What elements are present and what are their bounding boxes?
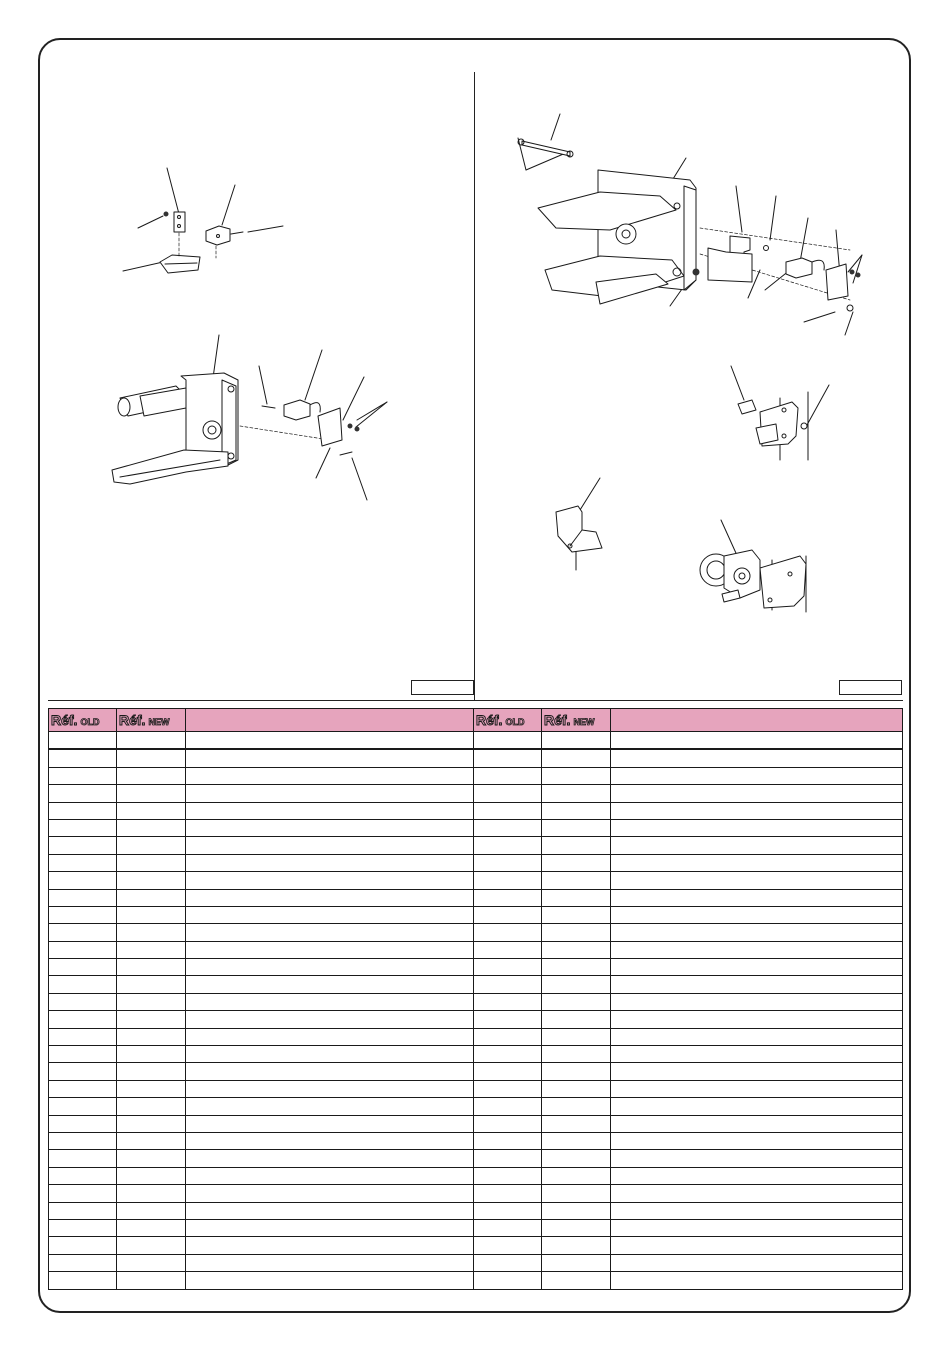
cell-ref-new-right <box>542 1185 611 1202</box>
table-row <box>49 959 903 976</box>
cell-ref-old-right <box>474 941 542 958</box>
cell-ref-old-right <box>474 906 542 923</box>
parts-table <box>48 708 903 1290</box>
cell-ref-new-left <box>117 1150 186 1167</box>
header-ref-new-left: Réf. NEW <box>117 709 186 732</box>
cell-description-left <box>186 1098 474 1115</box>
cell-ref-old-right <box>474 1272 542 1289</box>
cell-ref-old-right <box>474 1063 542 1080</box>
cell-ref-new-left <box>117 1132 186 1149</box>
cell-ref-old-right <box>474 1202 542 1219</box>
cell-description-right <box>611 1167 903 1184</box>
cell-description-right <box>611 854 903 871</box>
cell-description-left <box>186 1150 474 1167</box>
cell-ref-old-right <box>474 1132 542 1149</box>
cell-ref-old-left <box>49 732 117 750</box>
cell-ref-old-right <box>474 872 542 889</box>
cell-description-right <box>611 1237 903 1254</box>
cell-ref-new-right <box>542 749 611 767</box>
cell-ref-new-left <box>117 1219 186 1236</box>
table-row <box>49 993 903 1010</box>
cell-ref-old-left <box>49 1185 117 1202</box>
cell-description-left <box>186 941 474 958</box>
cell-description-left <box>186 1254 474 1271</box>
cell-description-right <box>611 1011 903 1028</box>
cell-description-left <box>186 1272 474 1289</box>
cell-description-left <box>186 906 474 923</box>
cell-description-right <box>611 1080 903 1097</box>
left-frame-assembly <box>112 335 387 500</box>
cell-ref-new-left <box>117 1115 186 1132</box>
l-bracket-detail <box>556 478 602 570</box>
cell-ref-new-right <box>542 1237 611 1254</box>
cell-ref-new-right <box>542 802 611 819</box>
cell-ref-old-right <box>474 1185 542 1202</box>
cell-ref-old-right <box>474 924 542 941</box>
table-row <box>49 854 903 871</box>
table-row <box>49 1098 903 1115</box>
cell-ref-old-right <box>474 1080 542 1097</box>
cell-ref-old-left <box>49 1063 117 1080</box>
cell-ref-new-left <box>117 767 186 784</box>
cell-description-left <box>186 819 474 836</box>
cell-ref-new-left <box>117 819 186 836</box>
cell-description-right <box>611 819 903 836</box>
cell-ref-old-left <box>49 1254 117 1271</box>
cell-ref-new-left <box>117 889 186 906</box>
cell-description-left <box>186 732 474 750</box>
cell-ref-new-right <box>542 1098 611 1115</box>
cell-ref-new-left <box>117 906 186 923</box>
cell-description-left <box>186 924 474 941</box>
cell-ref-old-left <box>49 976 117 993</box>
cell-ref-old-left <box>49 749 117 767</box>
cell-ref-old-left <box>49 1202 117 1219</box>
cell-ref-new-left <box>117 1011 186 1028</box>
cell-description-right <box>611 976 903 993</box>
cell-ref-old-right <box>474 1011 542 1028</box>
table-row <box>49 767 903 784</box>
cell-ref-old-right <box>474 1167 542 1184</box>
cell-description-right <box>611 1272 903 1289</box>
header-description-left <box>186 709 474 732</box>
cell-ref-old-left <box>49 1046 117 1063</box>
cell-description-right <box>611 1150 903 1167</box>
cell-ref-old-right <box>474 749 542 767</box>
cell-description-left <box>186 1080 474 1097</box>
table-row <box>49 1237 903 1254</box>
cell-ref-new-left <box>117 924 186 941</box>
cell-description-right <box>611 1202 903 1219</box>
cell-ref-new-right <box>542 767 611 784</box>
cell-description-left <box>186 1011 474 1028</box>
table-row <box>49 1254 903 1271</box>
cell-ref-old-left <box>49 767 117 784</box>
cell-ref-new-right <box>542 1080 611 1097</box>
cell-ref-new-right <box>542 976 611 993</box>
cell-ref-new-left <box>117 1237 186 1254</box>
cell-description-left <box>186 1202 474 1219</box>
table-row <box>49 819 903 836</box>
header-ref-old-left: Réf. OLD <box>49 709 117 732</box>
cell-description-right <box>611 749 903 767</box>
cell-description-right <box>611 872 903 889</box>
cell-description-right <box>611 1115 903 1132</box>
table-row <box>49 1028 903 1045</box>
cell-ref-new-right <box>542 1011 611 1028</box>
cell-ref-new-right <box>542 1028 611 1045</box>
cell-ref-old-left <box>49 1272 117 1289</box>
cell-ref-new-left <box>117 1272 186 1289</box>
cell-ref-old-left <box>49 1028 117 1045</box>
hinge-plate-detail <box>731 366 829 460</box>
cell-description-right <box>611 889 903 906</box>
cell-ref-old-left <box>49 785 117 802</box>
cell-ref-new-left <box>117 732 186 750</box>
cell-ref-old-right <box>474 1150 542 1167</box>
cell-ref-old-right <box>474 1219 542 1236</box>
cell-description-left <box>186 1115 474 1132</box>
cell-ref-new-right <box>542 1202 611 1219</box>
cell-ref-new-right <box>542 941 611 958</box>
cell-description-left <box>186 1237 474 1254</box>
cell-ref-old-right <box>474 959 542 976</box>
table-row <box>49 785 903 802</box>
cell-ref-new-left <box>117 872 186 889</box>
cell-ref-new-left <box>117 1063 186 1080</box>
cell-description-right <box>611 1063 903 1080</box>
cell-description-left <box>186 1219 474 1236</box>
cell-ref-old-right <box>474 889 542 906</box>
table-row <box>49 924 903 941</box>
cell-ref-new-left <box>117 993 186 1010</box>
cell-ref-old-right <box>474 785 542 802</box>
table-row <box>49 749 903 767</box>
cell-description-left <box>186 993 474 1010</box>
cell-description-left <box>186 1185 474 1202</box>
cell-ref-new-right <box>542 819 611 836</box>
table-row <box>49 872 903 889</box>
cell-ref-old-left <box>49 1150 117 1167</box>
cell-ref-new-left <box>117 1098 186 1115</box>
cell-ref-old-left <box>49 819 117 836</box>
cell-ref-new-right <box>542 959 611 976</box>
table-row <box>49 1167 903 1184</box>
cell-description-left <box>186 1063 474 1080</box>
cell-description-right <box>611 941 903 958</box>
table-row <box>49 1115 903 1132</box>
cell-ref-new-left <box>117 959 186 976</box>
cell-description-right <box>611 732 903 750</box>
cell-ref-old-left <box>49 1011 117 1028</box>
cell-ref-new-left <box>117 941 186 958</box>
cell-description-left <box>186 802 474 819</box>
cell-ref-old-right <box>474 854 542 871</box>
cell-ref-new-left <box>117 785 186 802</box>
right-frame-assembly <box>518 114 862 335</box>
cell-ref-new-left <box>117 802 186 819</box>
table-row <box>49 1272 903 1289</box>
cell-description-left <box>186 959 474 976</box>
table-row <box>49 941 903 958</box>
cell-ref-new-left <box>117 1185 186 1202</box>
cell-ref-new-right <box>542 872 611 889</box>
cell-description-left <box>186 785 474 802</box>
cell-ref-old-left <box>49 1115 117 1132</box>
cell-ref-new-left <box>117 976 186 993</box>
cell-description-right <box>611 1219 903 1236</box>
small-bracket-assembly <box>123 168 283 273</box>
table-row <box>49 1046 903 1063</box>
cell-ref-old-left <box>49 1080 117 1097</box>
cell-ref-old-left <box>49 924 117 941</box>
cell-ref-new-left <box>117 837 186 854</box>
cell-description-right <box>611 1132 903 1149</box>
cell-ref-old-right <box>474 1237 542 1254</box>
cell-ref-new-right <box>542 906 611 923</box>
cell-ref-new-right <box>542 732 611 750</box>
cell-ref-new-left <box>117 1167 186 1184</box>
cell-ref-old-right <box>474 1098 542 1115</box>
table-row <box>49 732 903 750</box>
cell-ref-old-left <box>49 802 117 819</box>
table-row <box>49 1185 903 1202</box>
cell-ref-old-right <box>474 1028 542 1045</box>
header-description-right <box>611 709 903 732</box>
table-row <box>49 802 903 819</box>
parts-table-body <box>49 732 903 1290</box>
table-row <box>49 1080 903 1097</box>
cell-description-right <box>611 837 903 854</box>
cell-description-left <box>186 976 474 993</box>
cell-ref-new-right <box>542 1254 611 1271</box>
cell-ref-old-left <box>49 872 117 889</box>
cell-ref-old-right <box>474 976 542 993</box>
header-ref-new-right: Réf. NEW <box>542 709 611 732</box>
parts-table-header <box>49 709 903 732</box>
table-row <box>49 906 903 923</box>
cell-ref-new-left <box>117 854 186 871</box>
cell-ref-old-right <box>474 802 542 819</box>
cell-ref-new-right <box>542 785 611 802</box>
cell-ref-old-left <box>49 1167 117 1184</box>
cell-ref-new-left <box>117 1028 186 1045</box>
cell-ref-new-left <box>117 1254 186 1271</box>
cell-ref-old-left <box>49 959 117 976</box>
cell-description-right <box>611 1185 903 1202</box>
cell-ref-new-right <box>542 993 611 1010</box>
sprocket-assembly <box>700 520 806 612</box>
cell-ref-old-right <box>474 993 542 1010</box>
cell-ref-old-left <box>49 889 117 906</box>
cell-description-left <box>186 889 474 906</box>
cell-ref-old-left <box>49 1219 117 1236</box>
cell-description-left <box>186 767 474 784</box>
cell-description-right <box>611 1046 903 1063</box>
cell-description-right <box>611 906 903 923</box>
cell-ref-new-right <box>542 889 611 906</box>
cell-description-right <box>611 802 903 819</box>
cell-ref-new-left <box>117 1046 186 1063</box>
cell-ref-old-right <box>474 1115 542 1132</box>
cell-ref-new-right <box>542 924 611 941</box>
cell-ref-old-right <box>474 732 542 750</box>
cell-description-left <box>186 872 474 889</box>
table-row <box>49 837 903 854</box>
cell-ref-new-right <box>542 1272 611 1289</box>
cell-description-right <box>611 959 903 976</box>
cell-description-right <box>611 993 903 1010</box>
table-row <box>49 1219 903 1236</box>
cell-ref-old-right <box>474 819 542 836</box>
cell-description-left <box>186 1167 474 1184</box>
cell-ref-old-left <box>49 1237 117 1254</box>
cell-description-right <box>611 785 903 802</box>
cell-ref-new-right <box>542 1063 611 1080</box>
cell-description-right <box>611 767 903 784</box>
cell-ref-new-right <box>542 1046 611 1063</box>
cell-ref-old-right <box>474 1254 542 1271</box>
cell-description-left <box>186 1132 474 1149</box>
table-row <box>49 1011 903 1028</box>
table-row <box>49 1063 903 1080</box>
cell-ref-new-right <box>542 1219 611 1236</box>
cell-ref-old-left <box>49 993 117 1010</box>
cell-ref-new-right <box>542 1150 611 1167</box>
table-row <box>49 976 903 993</box>
header-ref-old-right: Réf. OLD <box>474 709 542 732</box>
cell-ref-old-right <box>474 837 542 854</box>
cell-ref-old-left <box>49 941 117 958</box>
cell-description-right <box>611 1028 903 1045</box>
table-row <box>49 1150 903 1167</box>
cell-ref-new-right <box>542 854 611 871</box>
cell-ref-new-right <box>542 1132 611 1149</box>
cell-description-right <box>611 924 903 941</box>
cell-ref-new-right <box>542 1115 611 1132</box>
cell-ref-new-right <box>542 1167 611 1184</box>
cell-description-right <box>611 1098 903 1115</box>
cell-description-left <box>186 854 474 871</box>
cell-ref-old-right <box>474 1046 542 1063</box>
cell-description-left <box>186 837 474 854</box>
cell-description-left <box>186 749 474 767</box>
cell-ref-old-left <box>49 1098 117 1115</box>
cell-ref-old-right <box>474 767 542 784</box>
cell-description-left <box>186 1046 474 1063</box>
cell-description-left <box>186 1028 474 1045</box>
cell-ref-new-right <box>542 837 611 854</box>
table-row <box>49 1132 903 1149</box>
cell-ref-old-left <box>49 906 117 923</box>
cell-ref-old-left <box>49 854 117 871</box>
cell-description-right <box>611 1254 903 1271</box>
table-row <box>49 889 903 906</box>
cell-ref-old-left <box>49 1132 117 1149</box>
cell-ref-new-left <box>117 749 186 767</box>
cell-ref-new-left <box>117 1080 186 1097</box>
cell-ref-old-left <box>49 837 117 854</box>
cell-ref-new-left <box>117 1202 186 1219</box>
table-row <box>49 1202 903 1219</box>
